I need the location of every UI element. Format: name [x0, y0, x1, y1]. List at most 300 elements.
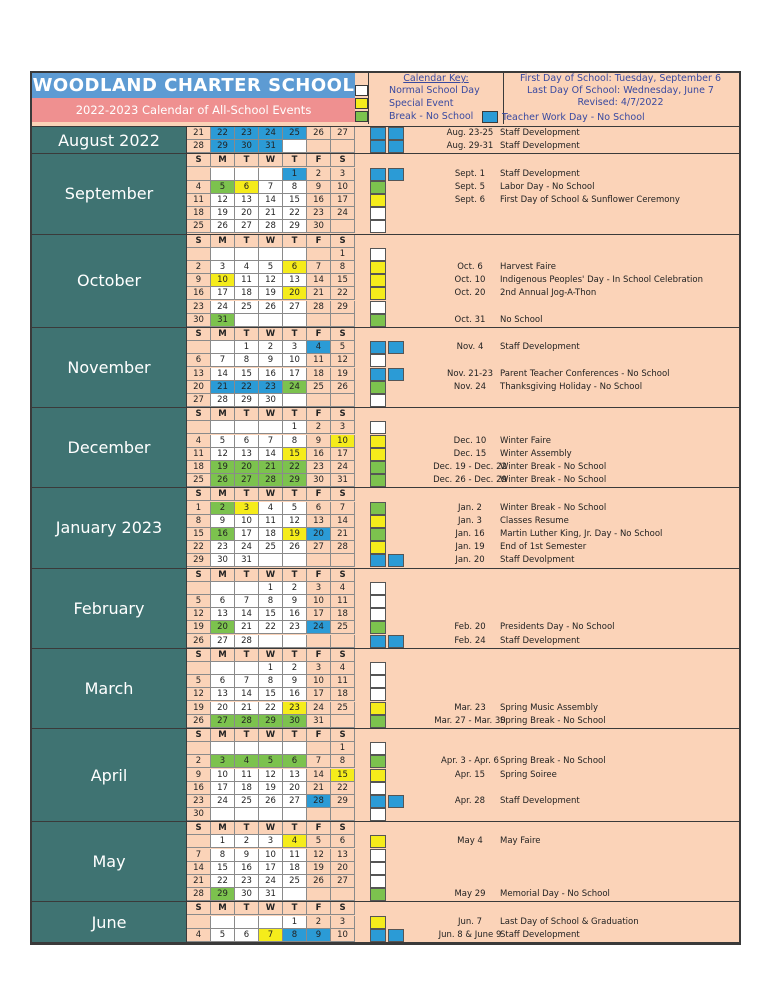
day-cell[interactable]: 10: [259, 849, 283, 862]
day-cell[interactable]: 2: [307, 421, 331, 434]
day-cell[interactable]: 29: [187, 554, 211, 567]
day-cell[interactable]: [211, 742, 235, 755]
day-cell[interactable]: 8: [187, 515, 211, 528]
day-cell[interactable]: 4: [235, 261, 259, 274]
day-cell[interactable]: 18: [259, 528, 283, 541]
day-cell[interactable]: 4: [331, 662, 355, 675]
day-cell[interactable]: 14: [259, 448, 283, 461]
day-cell[interactable]: 7: [331, 502, 355, 515]
day-cell[interactable]: 30: [187, 314, 211, 327]
day-cell[interactable]: 3: [211, 261, 235, 274]
day-cell[interactable]: 1: [259, 662, 283, 675]
day-cell[interactable]: 4: [283, 835, 307, 848]
day-cell[interactable]: 15: [259, 608, 283, 621]
day-cell[interactable]: 24: [211, 795, 235, 808]
day-cell[interactable]: 8: [283, 929, 307, 942]
day-cell[interactable]: [235, 662, 259, 675]
day-cell[interactable]: 20: [211, 621, 235, 634]
day-cell[interactable]: [235, 314, 259, 327]
day-cell[interactable]: [331, 635, 355, 648]
day-cell[interactable]: 27: [235, 220, 259, 233]
day-cell[interactable]: 16: [211, 528, 235, 541]
day-cell[interactable]: 23: [283, 702, 307, 715]
day-cell[interactable]: 5: [307, 835, 331, 848]
day-cell[interactable]: 16: [259, 368, 283, 381]
day-cell[interactable]: 27: [331, 875, 355, 888]
day-cell[interactable]: 8: [259, 675, 283, 688]
day-cell[interactable]: 15: [331, 274, 355, 287]
day-cell[interactable]: 27: [331, 127, 355, 140]
day-cell[interactable]: 10: [331, 181, 355, 194]
day-cell[interactable]: [283, 888, 307, 901]
day-cell[interactable]: 29: [331, 795, 355, 808]
day-cell[interactable]: 14: [259, 194, 283, 207]
day-cell[interactable]: 17: [331, 194, 355, 207]
day-cell[interactable]: 22: [235, 381, 259, 394]
day-cell[interactable]: 29: [211, 888, 235, 901]
day-cell[interactable]: 28: [259, 220, 283, 233]
day-cell[interactable]: 1: [283, 168, 307, 181]
day-cell[interactable]: 2: [187, 755, 211, 768]
day-cell[interactable]: 24: [307, 702, 331, 715]
day-cell[interactable]: 7: [307, 261, 331, 274]
day-cell[interactable]: 30: [283, 715, 307, 728]
day-cell[interactable]: 15: [235, 368, 259, 381]
day-cell[interactable]: 13: [211, 608, 235, 621]
day-cell[interactable]: 19: [187, 621, 211, 634]
day-cell[interactable]: [187, 835, 211, 848]
day-cell[interactable]: 12: [283, 515, 307, 528]
day-cell[interactable]: 6: [307, 502, 331, 515]
day-cell[interactable]: 25: [235, 795, 259, 808]
day-cell[interactable]: 2: [307, 916, 331, 929]
day-cell[interactable]: 10: [211, 274, 235, 287]
day-cell[interactable]: [259, 168, 283, 181]
day-cell[interactable]: 14: [187, 862, 211, 875]
day-cell[interactable]: 2: [259, 341, 283, 354]
day-cell[interactable]: [307, 808, 331, 821]
day-cell[interactable]: 7: [187, 849, 211, 862]
day-cell[interactable]: 4: [259, 502, 283, 515]
day-cell[interactable]: 2: [211, 502, 235, 515]
day-cell[interactable]: 18: [187, 207, 211, 220]
day-cell[interactable]: [211, 662, 235, 675]
day-cell[interactable]: [211, 808, 235, 821]
day-cell[interactable]: 28: [259, 474, 283, 487]
day-cell[interactable]: [259, 554, 283, 567]
day-cell[interactable]: [283, 554, 307, 567]
day-cell[interactable]: 22: [331, 782, 355, 795]
day-cell[interactable]: 24: [307, 621, 331, 634]
day-cell[interactable]: 6: [331, 835, 355, 848]
day-cell[interactable]: 10: [283, 354, 307, 367]
day-cell[interactable]: 29: [331, 301, 355, 314]
day-cell[interactable]: 2: [283, 662, 307, 675]
day-cell[interactable]: 5: [259, 755, 283, 768]
day-cell[interactable]: 9: [283, 595, 307, 608]
day-cell[interactable]: 10: [331, 435, 355, 448]
day-cell[interactable]: 23: [211, 541, 235, 554]
day-cell[interactable]: 30: [211, 554, 235, 567]
day-cell[interactable]: 13: [235, 448, 259, 461]
day-cell[interactable]: [259, 421, 283, 434]
day-cell[interactable]: 25: [235, 301, 259, 314]
day-cell[interactable]: 31: [307, 715, 331, 728]
day-cell[interactable]: [307, 635, 331, 648]
day-cell[interactable]: 7: [259, 929, 283, 942]
day-cell[interactable]: 25: [187, 474, 211, 487]
day-cell[interactable]: 26: [283, 541, 307, 554]
day-cell[interactable]: 9: [211, 515, 235, 528]
day-cell[interactable]: 20: [187, 381, 211, 394]
day-cell[interactable]: 19: [331, 368, 355, 381]
day-cell[interactable]: 20: [331, 862, 355, 875]
day-cell[interactable]: 19: [259, 287, 283, 300]
day-cell[interactable]: 12: [331, 354, 355, 367]
day-cell[interactable]: 6: [187, 354, 211, 367]
day-cell[interactable]: 15: [283, 448, 307, 461]
day-cell[interactable]: [187, 248, 211, 261]
day-cell[interactable]: 24: [331, 207, 355, 220]
day-cell[interactable]: [331, 314, 355, 327]
day-cell[interactable]: 21: [235, 621, 259, 634]
day-cell[interactable]: 12: [211, 194, 235, 207]
day-cell[interactable]: 23: [187, 301, 211, 314]
day-cell[interactable]: [331, 888, 355, 901]
day-cell[interactable]: 24: [235, 541, 259, 554]
day-cell[interactable]: 28: [235, 715, 259, 728]
day-cell[interactable]: 5: [283, 502, 307, 515]
day-cell[interactable]: [187, 742, 211, 755]
day-cell[interactable]: 20: [283, 287, 307, 300]
day-cell[interactable]: 6: [283, 261, 307, 274]
day-cell[interactable]: 28: [211, 394, 235, 407]
day-cell[interactable]: 4: [307, 341, 331, 354]
day-cell[interactable]: 5: [331, 341, 355, 354]
day-cell[interactable]: 25: [331, 621, 355, 634]
day-cell[interactable]: 16: [307, 448, 331, 461]
day-cell[interactable]: 25: [187, 220, 211, 233]
day-cell[interactable]: 3: [211, 755, 235, 768]
day-cell[interactable]: 3: [235, 502, 259, 515]
day-cell[interactable]: 17: [283, 368, 307, 381]
day-cell[interactable]: 7: [235, 595, 259, 608]
day-cell[interactable]: 23: [259, 381, 283, 394]
day-cell[interactable]: 25: [283, 127, 307, 140]
day-cell[interactable]: 4: [187, 929, 211, 942]
day-cell[interactable]: 31: [259, 888, 283, 901]
day-cell[interactable]: 18: [283, 862, 307, 875]
day-cell[interactable]: 12: [259, 274, 283, 287]
day-cell[interactable]: 21: [307, 782, 331, 795]
day-cell[interactable]: 25: [259, 541, 283, 554]
day-cell[interactable]: 18: [331, 608, 355, 621]
day-cell[interactable]: [211, 916, 235, 929]
day-cell[interactable]: 26: [187, 635, 211, 648]
day-cell[interactable]: [283, 314, 307, 327]
day-cell[interactable]: [211, 341, 235, 354]
day-cell[interactable]: 2: [283, 582, 307, 595]
day-cell[interactable]: 12: [307, 849, 331, 862]
day-cell[interactable]: 18: [307, 368, 331, 381]
day-cell[interactable]: [259, 742, 283, 755]
day-cell[interactable]: 11: [187, 448, 211, 461]
day-cell[interactable]: 1: [211, 835, 235, 848]
day-cell[interactable]: 1: [283, 421, 307, 434]
day-cell[interactable]: 29: [211, 140, 235, 153]
day-cell[interactable]: 21: [331, 528, 355, 541]
day-cell[interactable]: 24: [283, 381, 307, 394]
day-cell[interactable]: 22: [331, 287, 355, 300]
day-cell[interactable]: [307, 888, 331, 901]
day-cell[interactable]: 20: [211, 702, 235, 715]
day-cell[interactable]: 10: [307, 595, 331, 608]
day-cell[interactable]: 15: [187, 528, 211, 541]
day-cell[interactable]: 26: [211, 220, 235, 233]
day-cell[interactable]: 8: [331, 755, 355, 768]
day-cell[interactable]: 8: [211, 849, 235, 862]
day-cell[interactable]: 22: [211, 875, 235, 888]
day-cell[interactable]: 9: [187, 769, 211, 782]
day-cell[interactable]: 27: [235, 474, 259, 487]
day-cell[interactable]: [187, 916, 211, 929]
day-cell[interactable]: 27: [187, 394, 211, 407]
day-cell[interactable]: 6: [211, 675, 235, 688]
day-cell[interactable]: 8: [283, 435, 307, 448]
day-cell[interactable]: [331, 554, 355, 567]
day-cell[interactable]: [235, 168, 259, 181]
day-cell[interactable]: 30: [235, 888, 259, 901]
day-cell[interactable]: 11: [307, 354, 331, 367]
day-cell[interactable]: 30: [187, 808, 211, 821]
day-cell[interactable]: 26: [187, 715, 211, 728]
day-cell[interactable]: [211, 421, 235, 434]
day-cell[interactable]: 27: [307, 541, 331, 554]
day-cell[interactable]: 10: [211, 769, 235, 782]
day-cell[interactable]: 15: [211, 862, 235, 875]
day-cell[interactable]: 22: [187, 541, 211, 554]
day-cell[interactable]: 3: [283, 341, 307, 354]
day-cell[interactable]: 17: [307, 608, 331, 621]
day-cell[interactable]: 22: [211, 127, 235, 140]
day-cell[interactable]: 3: [259, 835, 283, 848]
day-cell[interactable]: [307, 248, 331, 261]
day-cell[interactable]: 6: [211, 595, 235, 608]
day-cell[interactable]: 17: [235, 528, 259, 541]
day-cell[interactable]: 29: [283, 220, 307, 233]
day-cell[interactable]: 13: [187, 368, 211, 381]
day-cell[interactable]: 11: [331, 595, 355, 608]
day-cell[interactable]: [259, 248, 283, 261]
day-cell[interactable]: [283, 140, 307, 153]
day-cell[interactable]: 21: [187, 127, 211, 140]
day-cell[interactable]: 28: [235, 635, 259, 648]
day-cell[interactable]: 22: [283, 207, 307, 220]
day-cell[interactable]: 16: [187, 287, 211, 300]
day-cell[interactable]: 5: [211, 929, 235, 942]
day-cell[interactable]: 7: [259, 181, 283, 194]
day-cell[interactable]: 5: [259, 261, 283, 274]
day-cell[interactable]: 18: [187, 461, 211, 474]
day-cell[interactable]: 18: [331, 688, 355, 701]
day-cell[interactable]: [331, 394, 355, 407]
day-cell[interactable]: 26: [331, 381, 355, 394]
day-cell[interactable]: 4: [235, 755, 259, 768]
day-cell[interactable]: 13: [331, 849, 355, 862]
day-cell[interactable]: 24: [259, 127, 283, 140]
day-cell[interactable]: 30: [259, 394, 283, 407]
day-cell[interactable]: 17: [307, 688, 331, 701]
day-cell[interactable]: [235, 916, 259, 929]
day-cell[interactable]: 6: [235, 929, 259, 942]
day-cell[interactable]: 13: [283, 769, 307, 782]
day-cell[interactable]: 1: [259, 582, 283, 595]
day-cell[interactable]: [307, 394, 331, 407]
day-cell[interactable]: 9: [283, 675, 307, 688]
day-cell[interactable]: 31: [235, 554, 259, 567]
day-cell[interactable]: 19: [211, 207, 235, 220]
day-cell[interactable]: [307, 742, 331, 755]
day-cell[interactable]: 19: [211, 461, 235, 474]
day-cell[interactable]: 15: [283, 194, 307, 207]
day-cell[interactable]: 11: [187, 194, 211, 207]
day-cell[interactable]: 28: [307, 795, 331, 808]
day-cell[interactable]: 11: [331, 675, 355, 688]
day-cell[interactable]: 23: [235, 875, 259, 888]
day-cell[interactable]: 3: [307, 582, 331, 595]
day-cell[interactable]: 1: [187, 502, 211, 515]
day-cell[interactable]: 17: [259, 862, 283, 875]
day-cell[interactable]: 7: [235, 675, 259, 688]
day-cell[interactable]: 22: [259, 621, 283, 634]
day-cell[interactable]: 8: [331, 261, 355, 274]
day-cell[interactable]: 16: [307, 194, 331, 207]
day-cell[interactable]: [259, 314, 283, 327]
day-cell[interactable]: 1: [331, 248, 355, 261]
day-cell[interactable]: 16: [283, 688, 307, 701]
day-cell[interactable]: 8: [235, 354, 259, 367]
day-cell[interactable]: 12: [187, 688, 211, 701]
day-cell[interactable]: 14: [235, 608, 259, 621]
day-cell[interactable]: 20: [235, 207, 259, 220]
day-cell[interactable]: 26: [307, 127, 331, 140]
day-cell[interactable]: 23: [187, 795, 211, 808]
day-cell[interactable]: 12: [187, 608, 211, 621]
day-cell[interactable]: 16: [187, 782, 211, 795]
day-cell[interactable]: 17: [331, 448, 355, 461]
day-cell[interactable]: 7: [259, 435, 283, 448]
day-cell[interactable]: 5: [187, 595, 211, 608]
day-cell[interactable]: 3: [331, 916, 355, 929]
day-cell[interactable]: 27: [211, 715, 235, 728]
day-cell[interactable]: 19: [283, 528, 307, 541]
day-cell[interactable]: 26: [259, 301, 283, 314]
day-cell[interactable]: 26: [211, 474, 235, 487]
day-cell[interactable]: 27: [211, 635, 235, 648]
day-cell[interactable]: 28: [331, 541, 355, 554]
day-cell[interactable]: 3: [331, 421, 355, 434]
day-cell[interactable]: 13: [283, 274, 307, 287]
day-cell[interactable]: 25: [307, 381, 331, 394]
day-cell[interactable]: 31: [259, 140, 283, 153]
day-cell[interactable]: 23: [283, 621, 307, 634]
day-cell[interactable]: [187, 582, 211, 595]
day-cell[interactable]: 4: [331, 582, 355, 595]
day-cell[interactable]: [259, 916, 283, 929]
day-cell[interactable]: [235, 582, 259, 595]
day-cell[interactable]: 3: [331, 168, 355, 181]
day-cell[interactable]: 18: [235, 782, 259, 795]
day-cell[interactable]: [259, 808, 283, 821]
day-cell[interactable]: 2: [307, 168, 331, 181]
day-cell[interactable]: [331, 715, 355, 728]
day-cell[interactable]: 6: [283, 755, 307, 768]
day-cell[interactable]: [331, 220, 355, 233]
day-cell[interactable]: 20: [235, 461, 259, 474]
day-cell[interactable]: 29: [235, 394, 259, 407]
day-cell[interactable]: 24: [211, 301, 235, 314]
day-cell[interactable]: 15: [259, 688, 283, 701]
day-cell[interactable]: [331, 808, 355, 821]
day-cell[interactable]: 30: [307, 474, 331, 487]
day-cell[interactable]: [187, 421, 211, 434]
day-cell[interactable]: [235, 248, 259, 261]
day-cell[interactable]: 22: [283, 461, 307, 474]
day-cell[interactable]: 13: [235, 194, 259, 207]
day-cell[interactable]: 18: [235, 287, 259, 300]
day-cell[interactable]: 10: [235, 515, 259, 528]
day-cell[interactable]: 27: [283, 795, 307, 808]
day-cell[interactable]: [211, 168, 235, 181]
day-cell[interactable]: 14: [307, 769, 331, 782]
day-cell[interactable]: [307, 140, 331, 153]
day-cell[interactable]: 9: [235, 849, 259, 862]
day-cell[interactable]: 30: [235, 140, 259, 153]
day-cell[interactable]: 4: [187, 435, 211, 448]
day-cell[interactable]: 17: [211, 782, 235, 795]
day-cell[interactable]: 15: [331, 769, 355, 782]
day-cell[interactable]: 9: [307, 181, 331, 194]
day-cell[interactable]: 21: [211, 381, 235, 394]
day-cell[interactable]: 23: [235, 127, 259, 140]
day-cell[interactable]: 11: [259, 515, 283, 528]
day-cell[interactable]: 10: [307, 675, 331, 688]
day-cell[interactable]: 17: [211, 287, 235, 300]
day-cell[interactable]: 25: [283, 875, 307, 888]
day-cell[interactable]: 23: [307, 207, 331, 220]
day-cell[interactable]: [283, 248, 307, 261]
day-cell[interactable]: 7: [307, 755, 331, 768]
day-cell[interactable]: [307, 314, 331, 327]
day-cell[interactable]: 16: [235, 862, 259, 875]
day-cell[interactable]: 7: [211, 354, 235, 367]
day-cell[interactable]: 20: [307, 528, 331, 541]
day-cell[interactable]: 4: [187, 181, 211, 194]
day-cell[interactable]: 28: [187, 140, 211, 153]
day-cell[interactable]: 11: [235, 274, 259, 287]
day-cell[interactable]: 14: [307, 274, 331, 287]
day-cell[interactable]: 8: [259, 595, 283, 608]
day-cell[interactable]: 20: [283, 782, 307, 795]
day-cell[interactable]: 21: [307, 287, 331, 300]
day-cell[interactable]: [235, 742, 259, 755]
day-cell[interactable]: 9: [259, 354, 283, 367]
day-cell[interactable]: 24: [331, 461, 355, 474]
day-cell[interactable]: 24: [259, 875, 283, 888]
day-cell[interactable]: 21: [235, 702, 259, 715]
day-cell[interactable]: 16: [283, 608, 307, 621]
day-cell[interactable]: 21: [259, 461, 283, 474]
